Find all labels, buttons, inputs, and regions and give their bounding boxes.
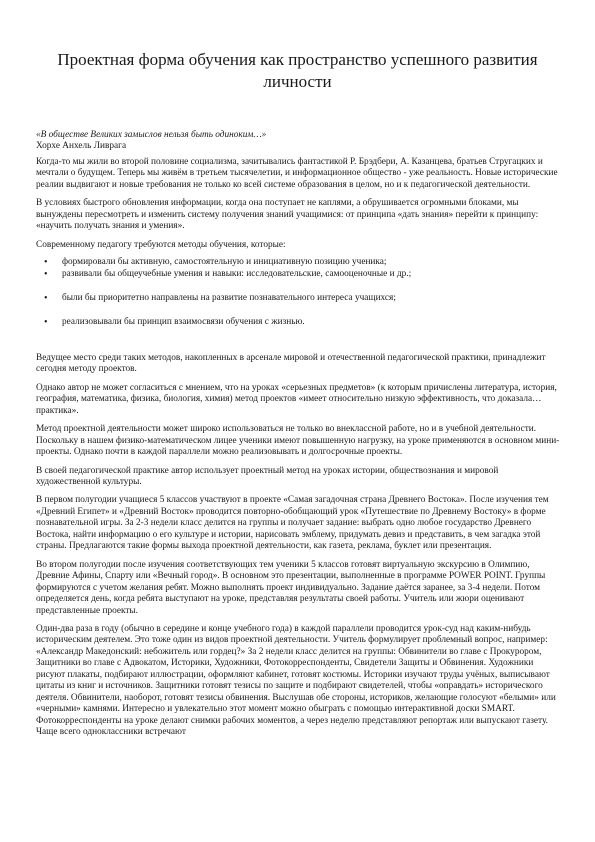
paragraph: Один-два раза в году (обычно в середине и конце учебного года) в каждой параллели проводится урок-суд над каким-нибудь историческим деятелем. Это тоже один из видов проектной деятельности. Учитель формулирует проблемный вопрос, например: «Александр Македонский: небожитель или гордец?» За 2 недели класс делится на группы: Обвинители во главе с Прокурором, Защитники во главе с Адвокатом, Историки, Художники, Фотокорреспонденты, Свидетели Защиты и Обвинения. Художники рисуют плакаты, подбирают иллюстрации, оформляют кабинет, готовят костюмы. Историки изучают труды учёных, выписывают цитаты из книг и источников. Защитники готовят тезисы по защите и подбирают свидетелей, чтобы «оправдать» исторического деятеля. Обвинители, наоборот, готовят тезисы обвинения. Выслушав обе стороны, историков, желающие голосуют «белыми» или «черными» камнями. Интересно и увлекательно этот момент можно обыграть с помощью интерактивной доски SMART. Фотокорреспонденты на уроке делают снимки рабочих моментов, а через неделю представляют репортаж или выпускают газету. Чаще всего одноклассники встречают [36,623,556,738]
bullet-item: • развивали бы общеучебные умения и навыки: исследовательские, самооценочные и др.; [36,269,560,280]
paragraph: Когда-то мы жили во второй половине социализма, зачитывались фантастикой Р. Брэдбери, А. Казанцева, братьев Стругацких и мечтали о будущем. Теперь мы живём в третьем тысячелетии, и информационное общество - уже реальность. Новые исторические реалии выдвигают и новые требования не только ко всей системе образования в целом, но и к педагогической деятельности. [36,156,558,190]
paragraph: Однако автор не может согласиться с мнением, что на уроках «серьезных предметов» (к которым причислены литература, история, география, математика, физика, биология, химия) метод проектов «имеет относительно низкую эффективность, что доказала…практика». [36,382,557,416]
epigraph-author: Хорхе Анхель Ливрага [36,141,127,152]
paragraph: В своей педагогической практике автор использует проектный метод на уроках истории, обществознания и мировой художественной культуры. [36,465,499,487]
bullet-list [36,257,560,329]
bullet-item: • формировали бы активную, самостоятельную и инициативную позицию ученика; [36,257,560,268]
epigraph-quote: «В обществе Великих замыслов нельзя быть одиноким…» [36,130,267,140]
page-title: Проектная форма обучения как пространство успешного развития личности [57,50,538,91]
paragraph: Ведущее место среди таких методов, накопленных в арсенале мировой и отечественной педагогической практики, принадлежит сегодня методу проектов. [36,352,546,375]
bullet-item: • были бы приоритетно направлены на развитие познавательного интереса учащихся; [36,293,560,304]
paragraph: Во втором полугодии после изучения соответствующих тем ученики 5 классов готовят виртуальную экскурсию в Олимпию, Древние Афины, Спарту или «Вечный город». В основном это презентации, выполненные в программе POWER POINT. Группы формируются с учетом желания ребят. Можно выполнять проект индивидуально. Задание даётся заранее, за 3-4 недели. Потом определяется день, когда ребята выступают на уроке, представляя результаты своей работы. Учитель или жюри оценивают представленные проекты. [36,559,546,616]
paragraph: Современному педагогу требуются методы обучения, которые: [36,239,286,250]
bullet-item: • реализовывали бы принцип взаимосвязи обучения с жизнью. [36,317,560,328]
document-body [36,130,560,745]
paragraph: Метод проектной деятельности может широко использоваться не только во внеклассной работе, но и в учебной деятельности. Поскольку в нашем физико-математическом лицее ученики имеют повышенную нагрузку, на уроке применяются в основном мини-проекты. Однако почти в каждой параллели можно реализовывать и долгосрочные проекты. [36,424,560,458]
paragraph: В первом полугодии учащиеся 5 классов участвуют в проекте «Самая загадочная страна Древнего Востока». После изучения тем «Древний Египет» и «Древний Восток» проводится повторно-обобщающий урок «Путешествие по Древнему Востоку» в форме познавательной игры. За 2-3 недели класс делится на группы и получает задание: выбрать одно любое государство Древнего Востока, найти информацию о его культуре и истории, нарисовать эмблему, придумать девиз и представить, в чем загадка этой страны. Предлагаются такие формы выхода проектной деятельности, как газета, реклама, буклет или презентация. [36,495,549,552]
paragraph: В условиях быстрого обновления информации, когда она поступает не каплями, а обрушивается огромными блоками, мы вынуждены пересмотреть и изменить систему получения знаний учащимися: от принципа «дать знания» перейти к принципу: «научить получать знания и умения». [36,198,539,232]
